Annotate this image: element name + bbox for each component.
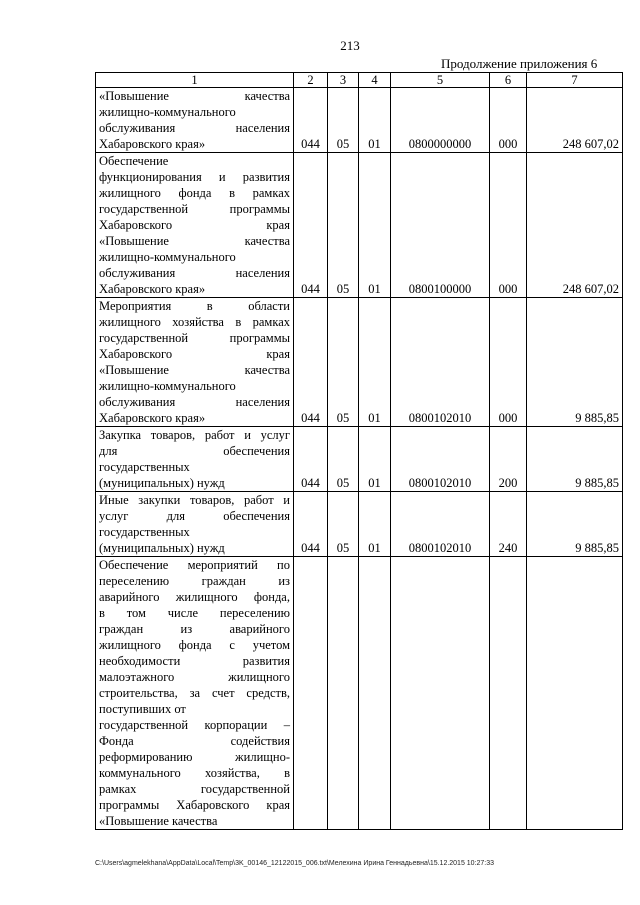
cell-subsection: 01 [359, 298, 391, 427]
col-header-7: 7 [527, 73, 623, 88]
page-number: 213 [340, 38, 360, 53]
cell-ministry-code: 044 [294, 427, 328, 492]
table-row [96, 153, 623, 298]
cell-section: 05 [328, 427, 359, 492]
cell-section: 05 [328, 153, 359, 298]
cell-target-article: 0800102010 [391, 492, 490, 557]
table-row [96, 298, 623, 427]
description-line: Фонда содействия [99, 734, 290, 748]
description-line: аварийного жилищного фонда, [99, 590, 290, 604]
description-line: необходимости развития [99, 654, 290, 668]
cell-subsection: 01 [359, 492, 391, 557]
row-description [96, 427, 294, 492]
description-line: обслуживания населения [99, 121, 290, 135]
col-header-1: 1 [96, 73, 294, 88]
cell-section: 05 [328, 88, 359, 153]
description-line: строительства, за счет средств, [99, 686, 290, 700]
cell-subsection: 01 [359, 153, 391, 298]
table-row [96, 88, 623, 153]
description-line: Обеспечение мероприятий по [99, 558, 290, 572]
cell-amount: 9 885,85 [527, 427, 623, 492]
description-line: (муниципальных) нужд [99, 476, 225, 490]
cell-amount: 9 885,85 [527, 492, 623, 557]
description-line: «Повышение качества [99, 89, 290, 103]
cell-ministry-code [294, 557, 328, 830]
description-line: Мероприятия в области [99, 299, 290, 313]
cell-target-article: 0800102010 [391, 427, 490, 492]
cell-target-article: 0800100000 [391, 153, 490, 298]
cell-amount: 248 607,02 [527, 153, 623, 298]
description-line: жилищно-коммунального [99, 379, 236, 393]
cell-ministry-code: 044 [294, 492, 328, 557]
description-line: Хабаровского края» [99, 282, 206, 296]
description-line: коммунального хозяйства, в [99, 766, 290, 780]
cell-section: 05 [328, 298, 359, 427]
description-line: жилищного хозяйства в рамках [99, 315, 290, 329]
cell-target-article [391, 557, 490, 830]
col-header-2: 2 [294, 73, 328, 88]
cell-target-article: 0800102010 [391, 298, 490, 427]
col-header-6: 6 [490, 73, 527, 88]
description-line: жилищно-коммунального [99, 250, 236, 264]
description-line: граждан из аварийного [99, 622, 290, 636]
description-line: Хабаровского края [99, 347, 290, 361]
cell-amount: 248 607,02 [527, 88, 623, 153]
description-line: Хабаровского края [99, 218, 290, 232]
description-line: «Повышение качества [99, 234, 290, 248]
col-header-5: 5 [391, 73, 490, 88]
cell-amount: 9 885,85 [527, 298, 623, 427]
description-line: программы Хабаровского края [99, 798, 290, 812]
cell-expense-type: 200 [490, 427, 527, 492]
description-line: государственных [99, 460, 190, 474]
description-line: переселению граждан из [99, 574, 290, 588]
row-description [96, 557, 294, 830]
description-line: государственной программы [99, 331, 290, 345]
cell-expense-type: 000 [490, 298, 527, 427]
description-line: жилищного фонда в рамках [99, 186, 290, 200]
description-line: малоэтажного жилищного [99, 670, 290, 684]
description-line: государственной программы [99, 202, 290, 216]
description-line: «Повышение качества [99, 814, 218, 828]
table-row [96, 557, 623, 830]
row-description [96, 153, 294, 298]
description-line: Закупка товаров, работ и услуг [99, 428, 290, 442]
description-line: Хабаровского края» [99, 411, 206, 425]
description-line: государственных [99, 525, 190, 539]
cell-ministry-code: 044 [294, 153, 328, 298]
row-description [96, 492, 294, 557]
description-line: рамках государственной [99, 782, 290, 796]
table-row [96, 492, 623, 557]
cell-expense-type: 000 [490, 88, 527, 153]
description-line: поступивших от [99, 702, 186, 716]
cell-ministry-code: 044 [294, 298, 328, 427]
budget-table [95, 72, 623, 830]
appendix-continuation-label: Продолжение приложения 6 [441, 56, 598, 71]
cell-expense-type [490, 557, 527, 830]
cell-subsection [359, 557, 391, 830]
description-line: реформированию жилищно- [99, 750, 290, 764]
description-line: услуг для обеспечения [99, 509, 290, 523]
description-line: в том числе переселению [99, 606, 290, 620]
table-header-row [96, 73, 623, 88]
table-row [96, 427, 623, 492]
cell-amount [527, 557, 623, 830]
description-line: функционирования и развития [99, 170, 290, 184]
cell-section [328, 557, 359, 830]
description-line: (муниципальных) нужд [99, 541, 225, 555]
description-line: Иные закупки товаров, работ и [99, 493, 290, 507]
description-line: обслуживания населения [99, 266, 290, 280]
row-description [96, 88, 294, 153]
description-line: Обеспечение [99, 154, 169, 168]
description-line: государственной корпорации – [99, 718, 290, 732]
col-header-3: 3 [328, 73, 359, 88]
col-header-4: 4 [359, 73, 391, 88]
cell-section: 05 [328, 492, 359, 557]
cell-subsection: 01 [359, 88, 391, 153]
cell-expense-type: 000 [490, 153, 527, 298]
description-line: «Повышение качества [99, 363, 290, 377]
cell-target-article: 0800000000 [391, 88, 490, 153]
description-line: обслуживания населения [99, 395, 290, 409]
description-line: для обеспечения [99, 444, 290, 458]
cell-subsection: 01 [359, 427, 391, 492]
file-path-footer: C:\Users\agmelekhana\AppData\Local\Temp\3K_00146_12122015_006.txt\Мелехина Ирина Геннадьевна\15.12.2015 10:27:33 [95, 860, 495, 867]
row-description [96, 298, 294, 427]
description-line: жилищно-коммунального [99, 105, 236, 119]
description-line: жилищного фонда с учетом [99, 638, 290, 652]
description-line: Хабаровского края» [99, 137, 206, 151]
cell-ministry-code: 044 [294, 88, 328, 153]
cell-expense-type: 240 [490, 492, 527, 557]
